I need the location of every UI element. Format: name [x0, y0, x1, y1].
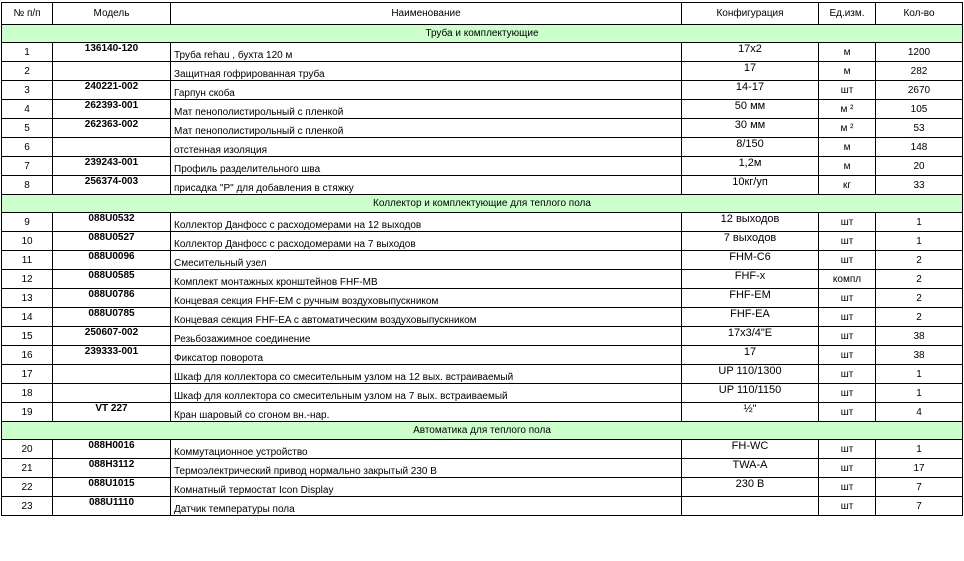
cell-unit: шт: [819, 440, 876, 459]
cell-unit: шт: [819, 384, 876, 403]
cell-config: FHF-x: [682, 270, 819, 289]
cell-name: Смесительный узел: [171, 251, 682, 270]
cell-unit: шт: [819, 478, 876, 497]
cell-model: 136140-120: [53, 43, 171, 62]
cell-qty: 2: [876, 308, 963, 327]
cell-name: присадка "Р" для добавления в стяжку: [171, 176, 682, 195]
cell-unit: шт: [819, 308, 876, 327]
cell-config: FHF-EM: [682, 289, 819, 308]
table-row: [2, 176, 963, 195]
cell-name: Концевая секция FHF-EA с автоматическим воздуховыпускником: [171, 308, 682, 327]
cell-num: 8: [2, 176, 53, 195]
cell-model: 088U0532: [53, 213, 171, 232]
cell-config: 50 мм: [682, 100, 819, 119]
header-qty: Кол-во: [876, 3, 963, 25]
cell-model: 088H3112: [53, 459, 171, 478]
table-row: [2, 81, 963, 100]
cell-name: Труба rehau , бухта 120 м: [171, 43, 682, 62]
cell-num: 22: [2, 478, 53, 497]
section-header-row: [2, 25, 963, 43]
cell-model: [53, 138, 171, 157]
cell-qty: 53: [876, 119, 963, 138]
cell-model: [53, 384, 171, 403]
table-row: [2, 43, 963, 62]
cell-unit: шт: [819, 251, 876, 270]
cell-name: Резьбозажимное соединение: [171, 327, 682, 346]
cell-unit: компл: [819, 270, 876, 289]
cell-num: 17: [2, 365, 53, 384]
cell-model: 239333-001: [53, 346, 171, 365]
cell-unit: шт: [819, 459, 876, 478]
cell-model: 088U0096: [53, 251, 171, 270]
table-row: [2, 232, 963, 251]
cell-unit: шт: [819, 497, 876, 516]
cell-num: 1: [2, 43, 53, 62]
table-row: [2, 100, 963, 119]
cell-qty: 20: [876, 157, 963, 176]
header-name: Наименование: [171, 3, 682, 25]
cell-config: 17: [682, 62, 819, 81]
cell-num: 7: [2, 157, 53, 176]
cell-unit: шт: [819, 81, 876, 100]
table-row: [2, 213, 963, 232]
cell-name: Комнатный термостат Icon Display: [171, 478, 682, 497]
cell-config: 17х2: [682, 43, 819, 62]
cell-config: 7 выходов: [682, 232, 819, 251]
cell-num: 16: [2, 346, 53, 365]
cell-qty: 282: [876, 62, 963, 81]
section-title: Коллектор и комплектующие для теплого пола: [2, 195, 963, 213]
cell-qty: 1200: [876, 43, 963, 62]
cell-config: 17х3/4"Е: [682, 327, 819, 346]
cell-model: 240221-002: [53, 81, 171, 100]
cell-qty: 38: [876, 327, 963, 346]
cell-qty: 1: [876, 440, 963, 459]
cell-name: Термоэлектрический привод нормально закрытый 230 В: [171, 459, 682, 478]
cell-model: 088U1015: [53, 478, 171, 497]
cell-qty: 7: [876, 497, 963, 516]
cell-model: 088U0786: [53, 289, 171, 308]
cell-name: Профиль разделительного шва: [171, 157, 682, 176]
table-row: [2, 251, 963, 270]
table-row: [2, 289, 963, 308]
section-header-row: [2, 195, 963, 213]
cell-config: 1,2м: [682, 157, 819, 176]
cell-config: FH-WC: [682, 440, 819, 459]
cell-config: 30 мм: [682, 119, 819, 138]
cell-qty: 1: [876, 232, 963, 251]
header-config: Конфигурация: [682, 3, 819, 25]
cell-unit: м: [819, 157, 876, 176]
cell-qty: 17: [876, 459, 963, 478]
cell-num: 13: [2, 289, 53, 308]
cell-num: 18: [2, 384, 53, 403]
cell-name: Шкаф для коллектора со смесительным узлом на 12 вых. встраиваемый: [171, 365, 682, 384]
cell-num: 9: [2, 213, 53, 232]
cell-config: 230 В: [682, 478, 819, 497]
header-num: № п/п: [2, 3, 53, 25]
cell-name: Защитная гофрированная труба: [171, 62, 682, 81]
table-row: [2, 119, 963, 138]
table-row: [2, 478, 963, 497]
cell-name: Концевая секция FHF-EM с ручным воздуховыпускником: [171, 289, 682, 308]
cell-model: 088H0016: [53, 440, 171, 459]
cell-num: 10: [2, 232, 53, 251]
cell-qty: 4: [876, 403, 963, 422]
cell-qty: 1: [876, 384, 963, 403]
table-row: [2, 497, 963, 516]
cell-model: 239243-001: [53, 157, 171, 176]
cell-unit: шт: [819, 327, 876, 346]
cell-qty: 105: [876, 100, 963, 119]
table-row: [2, 365, 963, 384]
cell-model: 262363-002: [53, 119, 171, 138]
cell-model: [53, 365, 171, 384]
cell-model: 256374-003: [53, 176, 171, 195]
cell-name: Комплект монтажных кронштейнов FHF-MB: [171, 270, 682, 289]
header-row: [2, 3, 963, 25]
header-unit: Ед.изм.: [819, 3, 876, 25]
cell-qty: 7: [876, 478, 963, 497]
cell-unit: шт: [819, 232, 876, 251]
table-row: [2, 138, 963, 157]
cell-model: 088U1110: [53, 497, 171, 516]
section-title: Труба и комплектующие: [2, 25, 963, 43]
table-row: [2, 157, 963, 176]
cell-qty: 38: [876, 346, 963, 365]
cell-unit: шт: [819, 289, 876, 308]
cell-name: Гарпун скоба: [171, 81, 682, 100]
cell-config: 8/150: [682, 138, 819, 157]
table-row: [2, 62, 963, 81]
cell-name: Датчик температуры пола: [171, 497, 682, 516]
table-row: [2, 346, 963, 365]
table-row: [2, 308, 963, 327]
cell-qty: 2670: [876, 81, 963, 100]
table-row: [2, 459, 963, 478]
cell-model: VT 227: [53, 403, 171, 422]
cell-unit: шт: [819, 403, 876, 422]
table-row: [2, 384, 963, 403]
cell-config: 10кг/уп: [682, 176, 819, 195]
section-header-row: [2, 422, 963, 440]
cell-config: FHF-EA: [682, 308, 819, 327]
cell-model: 262393-001: [53, 100, 171, 119]
cell-num: 3: [2, 81, 53, 100]
cell-num: 19: [2, 403, 53, 422]
table-row: [2, 440, 963, 459]
cell-num: 21: [2, 459, 53, 478]
cell-config: [682, 497, 819, 516]
table-row: [2, 327, 963, 346]
specification-table: [1, 2, 963, 516]
cell-model: 088U0585: [53, 270, 171, 289]
cell-unit: кг: [819, 176, 876, 195]
cell-num: 14: [2, 308, 53, 327]
cell-num: 23: [2, 497, 53, 516]
cell-model: 088U0785: [53, 308, 171, 327]
cell-name: Шкаф для коллектора со смесительным узлом на 7 вых. встраиваемый: [171, 384, 682, 403]
cell-model: 088U0527: [53, 232, 171, 251]
cell-qty: 1: [876, 365, 963, 384]
cell-name: Коммутационное устройство: [171, 440, 682, 459]
cell-config: 14-17: [682, 81, 819, 100]
cell-unit: шт: [819, 213, 876, 232]
cell-name: Мат пенополистирольный с пленкой: [171, 100, 682, 119]
table-row: [2, 270, 963, 289]
cell-name: Коллектор Данфосс с расходомерами на 12 выходов: [171, 213, 682, 232]
cell-config: 17: [682, 346, 819, 365]
cell-qty: 1: [876, 213, 963, 232]
cell-config: ½": [682, 403, 819, 422]
cell-num: 15: [2, 327, 53, 346]
cell-name: Кран шаровый со сгоном вн.-нар.: [171, 403, 682, 422]
cell-unit: шт: [819, 346, 876, 365]
cell-unit: м: [819, 43, 876, 62]
cell-unit: м ²: [819, 100, 876, 119]
table-row: [2, 403, 963, 422]
cell-config: UP 110/1300: [682, 365, 819, 384]
table-body: [2, 25, 963, 516]
cell-num: 11: [2, 251, 53, 270]
cell-name: Коллектор Данфосс с расходомерами на 7 выходов: [171, 232, 682, 251]
cell-name: Фиксатор поворота: [171, 346, 682, 365]
cell-qty: 2: [876, 270, 963, 289]
cell-name: отстенная изоляция: [171, 138, 682, 157]
cell-model: [53, 62, 171, 81]
cell-config: FHM-C6: [682, 251, 819, 270]
cell-config: 12 выходов: [682, 213, 819, 232]
cell-num: 5: [2, 119, 53, 138]
cell-qty: 33: [876, 176, 963, 195]
cell-num: 2: [2, 62, 53, 81]
cell-num: 12: [2, 270, 53, 289]
cell-num: 4: [2, 100, 53, 119]
cell-unit: м: [819, 62, 876, 81]
cell-config: UP 110/1150: [682, 384, 819, 403]
cell-num: 6: [2, 138, 53, 157]
cell-unit: м ²: [819, 119, 876, 138]
cell-unit: шт: [819, 365, 876, 384]
cell-model: 250607-002: [53, 327, 171, 346]
cell-config: TWA-A: [682, 459, 819, 478]
cell-unit: м: [819, 138, 876, 157]
cell-qty: 2: [876, 289, 963, 308]
section-title: Автоматика для теплого пола: [2, 422, 963, 440]
cell-qty: 2: [876, 251, 963, 270]
header-model: Модель: [53, 3, 171, 25]
cell-qty: 148: [876, 138, 963, 157]
cell-num: 20: [2, 440, 53, 459]
cell-name: Мат пенополистирольный с пленкой: [171, 119, 682, 138]
